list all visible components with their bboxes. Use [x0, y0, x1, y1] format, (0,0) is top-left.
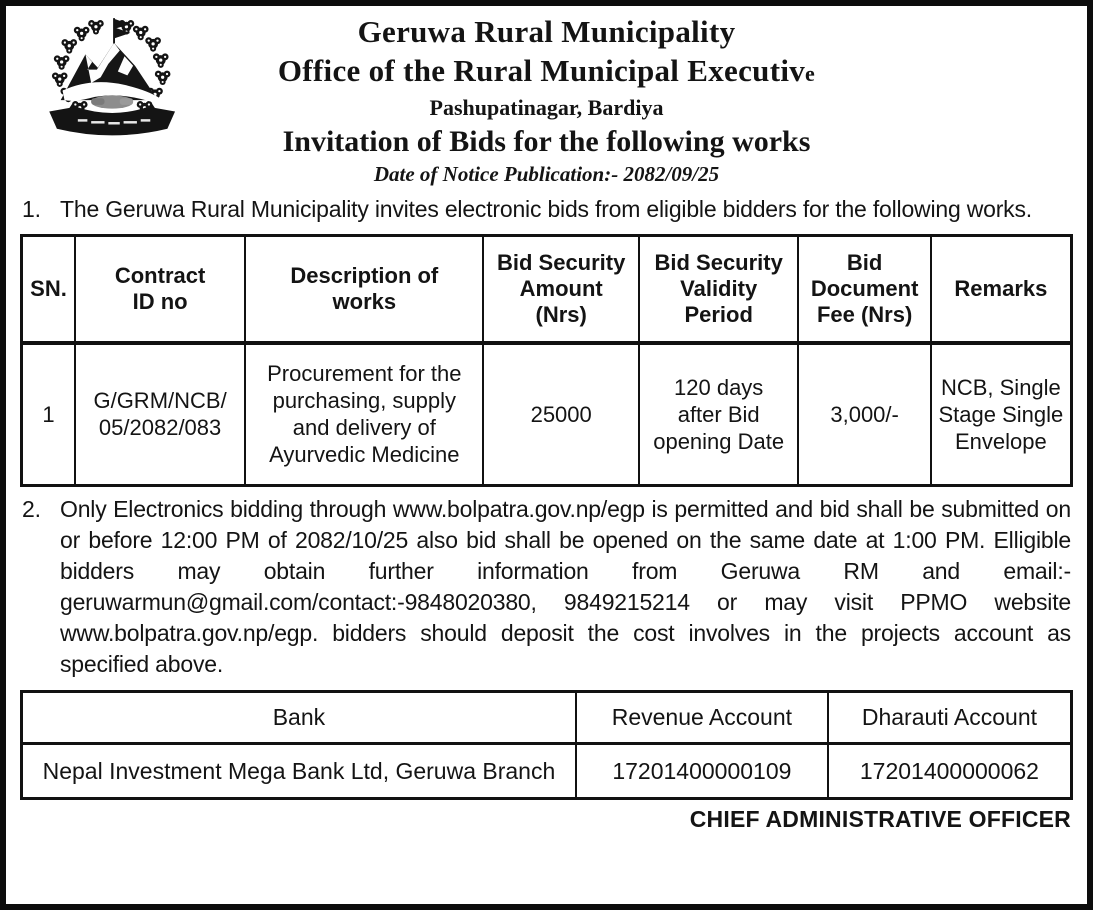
bank-cell-dharauti-account: 17201400000062	[828, 744, 1072, 799]
signature-line: CHIEF ADMINISTRATIVE OFFICER	[689, 806, 1071, 832]
bank-data-row	[22, 744, 1072, 799]
clause-2-number: 2.	[22, 496, 41, 522]
publication-date-line: Date of Notice Publication:- 2082/09/25	[373, 162, 720, 186]
bids-data-row	[22, 343, 1072, 486]
bids-col-header-bid-document-fee: Bid Document Fee (Nrs)	[798, 236, 930, 343]
bank-col-header-dharauti-account: Dharauti Account	[828, 692, 1072, 744]
bids-cell-remarks: NCB, Single Stage Single Envelope	[931, 343, 1072, 486]
bank-header-row	[22, 692, 1072, 744]
bids-table	[20, 234, 1073, 487]
notice-header	[20, 12, 1073, 187]
clause-1-text: The Geruwa Rural Municipality invites electronic bids from eligible bidders for the following works.	[60, 196, 1032, 222]
bids-col-header-bid-security-amount: Bid Security Amount (Nrs)	[483, 236, 638, 343]
bids-col-header-description: Description of works	[245, 236, 483, 343]
bids-col-header-sn: SN.	[22, 236, 76, 343]
bids-col-header-remarks: Remarks	[931, 236, 1072, 343]
bank-table	[20, 690, 1073, 800]
bids-cell-bid-document-fee: 3,000/-	[798, 343, 930, 486]
bids-cell-bid-security-amount: 25000	[483, 343, 638, 486]
bank-col-header-bank: Bank	[22, 692, 576, 744]
bank-col-header-revenue-account: Revenue Account	[576, 692, 828, 744]
bids-cell-description: Procurement for the purchasing, supply and delivery of Ayurvedic Medicine	[245, 343, 483, 486]
clause-2-text: Only Electronics bidding through www.bolpatra.gov.np/egp is permitted and bid shall be submitted on or before 12:00 PM of 2082/10/25 also bid shall be opened on the same date at 1:00 PM. Elligible bidders may obtain further information from Geruwa RM and email:- geruwarmun@gmail.com/contact:-9848020380, 9849215214 or may visit PPMO website www.bolpatra.gov.np/egp. bidders should deposit the cost involves in the projects account as specified above.	[60, 496, 1071, 677]
municipality-name: Geruwa Rural Municipality	[357, 14, 736, 49]
office-name-small-e: e	[805, 61, 816, 86]
bids-header-row	[22, 236, 1072, 343]
clause-1	[20, 194, 1073, 225]
clause-1-number: 1.	[22, 196, 41, 222]
bids-cell-sn: 1	[22, 343, 76, 486]
office-name-main: Office of the Rural Municipal Executiv	[277, 53, 806, 88]
clause-2	[20, 494, 1073, 680]
address-line: Pashupatinagar, Bardiya	[429, 95, 664, 120]
bids-cell-contract-id: G/GRM/NCB/ 05/2082/083	[75, 343, 245, 486]
bids-col-header-bid-security-validity: Bid Security Validity Period	[639, 236, 799, 343]
bids-col-header-contract-id: Contract ID no	[75, 236, 245, 343]
bank-cell-name: Nepal Investment Mega Bank Ltd, Geruwa Branch	[22, 744, 576, 799]
bank-cell-revenue-account: 17201400000109	[576, 744, 828, 799]
nepal-emblem-logo	[34, 16, 196, 148]
notice-title: Invitation of Bids for the following works	[282, 125, 811, 158]
bids-cell-bid-security-validity: 120 days after Bid opening Date	[639, 343, 799, 486]
